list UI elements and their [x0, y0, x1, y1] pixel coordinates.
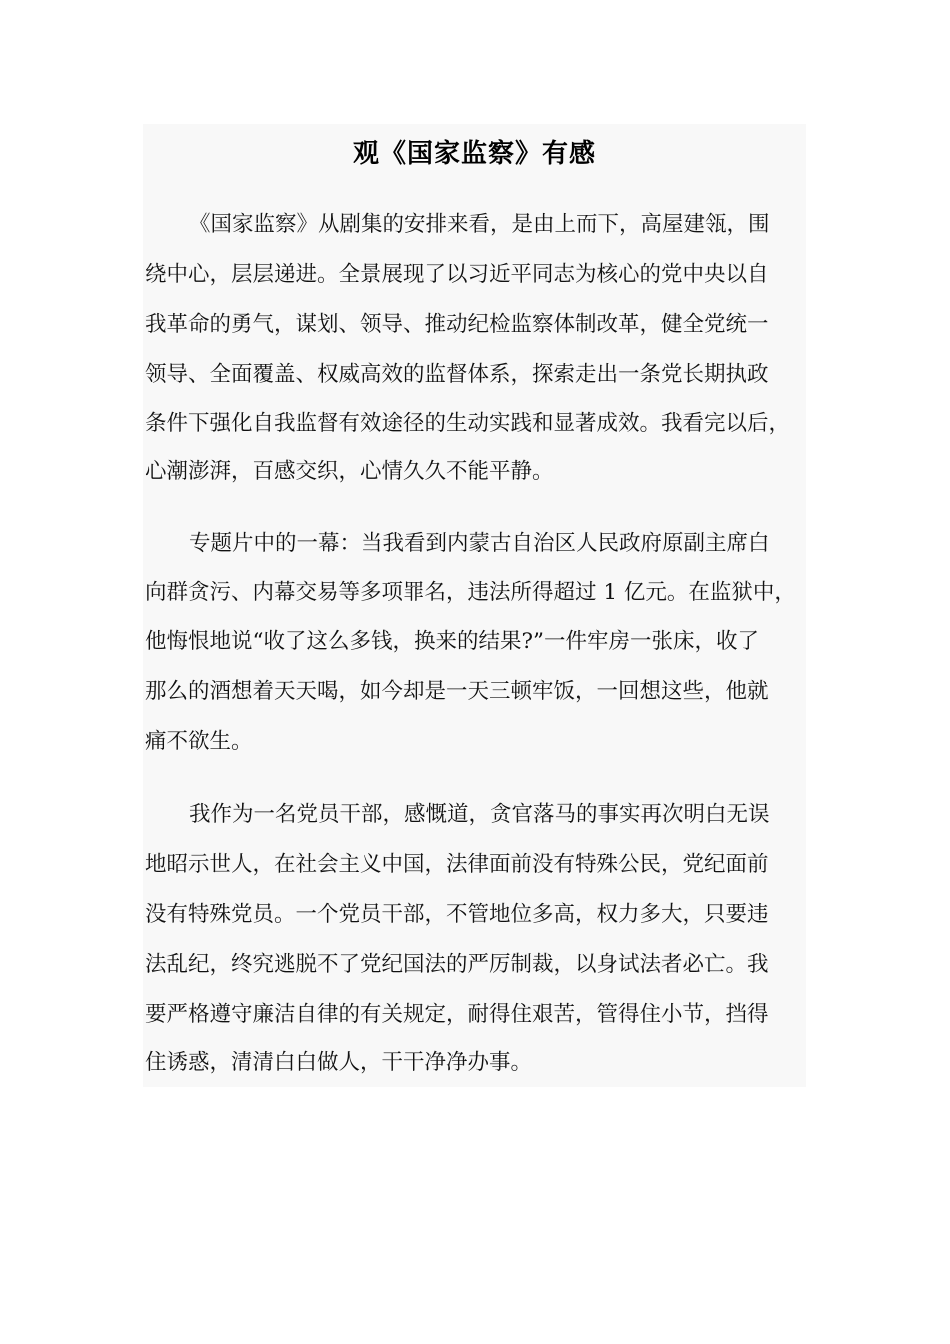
- text-line: 向群贪污、内幕交易等多项罪名，违法所得超过 1 亿元。在监狱中，: [145, 580, 796, 605]
- text-line: 绕中心，层层递进。全景展现了以习近平同志为核心的党中央以自: [145, 262, 769, 287]
- text-line: 那么的酒想着天天喝，如今却是一天三顿牢饭，一回想这些，他就: [145, 679, 769, 704]
- text-line: 我作为一名党员干部，感慨道，贪官落马的事实再次明白无误: [189, 802, 770, 827]
- text-line: 住诱惑，清清白白做人，干干净净办事。: [145, 1050, 533, 1075]
- text-line: 领导、全面覆盖、权威高效的监督体系，探索走出一条党长期执政: [145, 362, 769, 387]
- text-line: 专题片中的一幕：当我看到内蒙古自治区人民政府原副主席白: [189, 531, 770, 556]
- text-line: 条件下强化自我监督有效途径的生动实践和显著成效。我看完以后，: [145, 411, 791, 436]
- text-line: 心潮澎湃，百感交织，心情久久不能平静。: [145, 459, 554, 484]
- text-line: 我革命的勇气，谋划、领导、推动纪检监察体制改革，健全党统一: [145, 312, 769, 337]
- text-line: 他悔恨地说“收了这么多钱，换来的结果?”一件牢房一张床，收了: [145, 629, 760, 654]
- text-line: 《国家监察》从剧集的安排来看，是由上而下，高屋建瓴，围: [189, 212, 770, 237]
- text-line: 法乱纪，终究逃脱不了党纪国法的严厉制裁，以身试法者必亡。我: [145, 952, 769, 977]
- text-line: 没有特殊党员。一个党员干部，不管地位多高，权力多大，只要违: [145, 902, 769, 927]
- document-page: [143, 124, 806, 1087]
- text-line: 要严格遵守廉洁自律的有关规定，耐得住艰苦，管得住小节，挡得: [145, 1002, 769, 1027]
- document-title: 观《国家监察》有感: [352, 139, 596, 169]
- text-line: 痛不欲生。: [145, 729, 253, 754]
- text-line: 地昭示世人，在社会主义中国，法律面前没有特殊公民，党纪面前: [145, 852, 769, 877]
